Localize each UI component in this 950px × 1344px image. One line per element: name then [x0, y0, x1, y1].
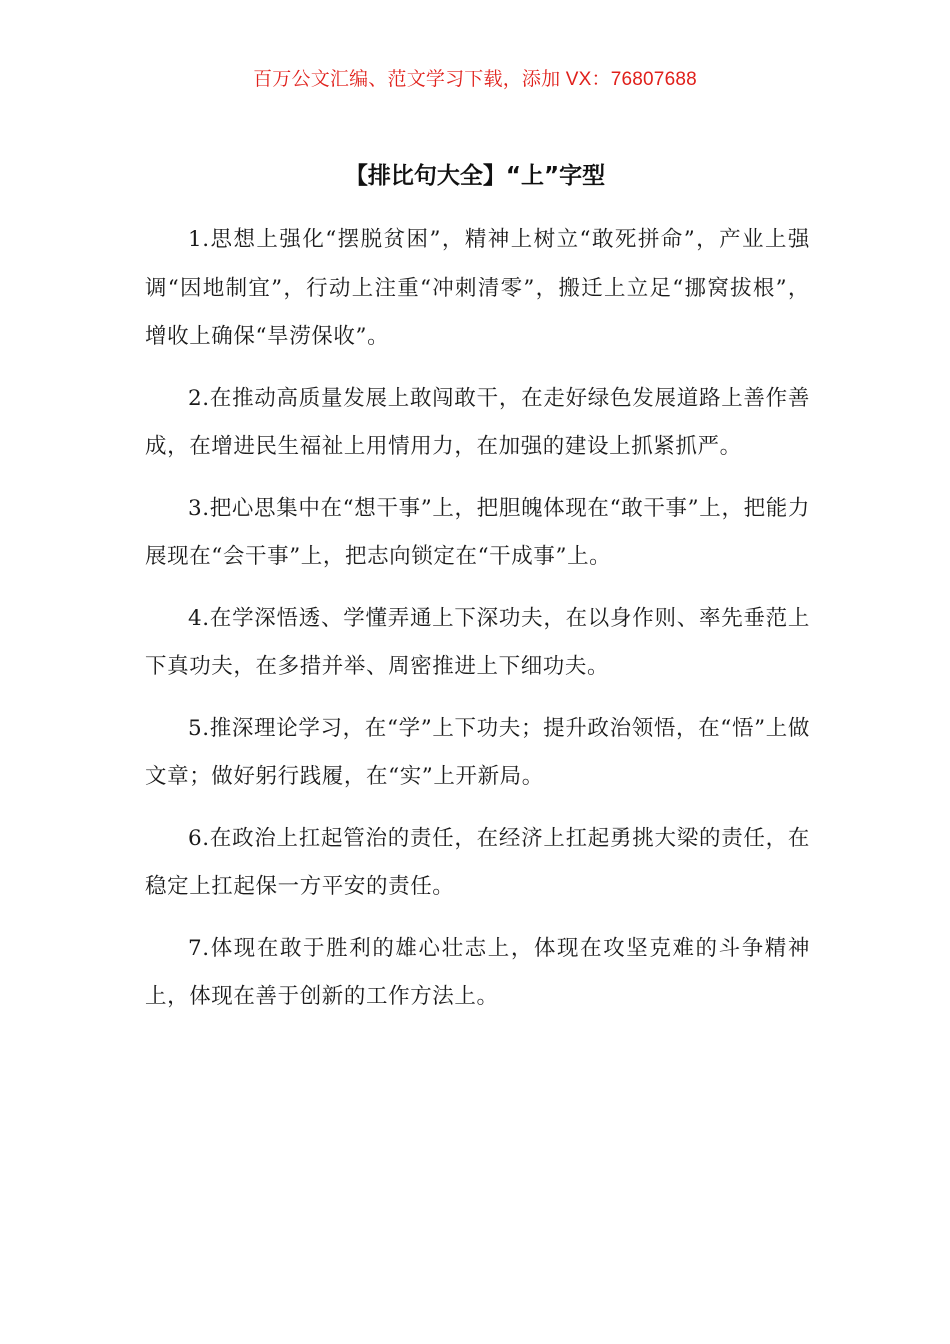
list-item: 4.在学深悟透、学懂弄通上下深功夫，在以身作则、率先垂范上下真功夫，在多措并举、周密推进上下细功夫。	[145, 605, 810, 679]
page-title: 【排比句大全】“上”字型	[344, 163, 606, 189]
list-item: 2.在推动高质量发展上敢闯敢干，在走好绿色发展道路上善作善成，在增进民生福祉上用情用力，在加强的建设上抓紧抓严。	[145, 385, 810, 459]
header-banner: 百万公文汇编、范文学习下载，添加 VX：76807688	[253, 69, 697, 90]
document-body	[145, 216, 810, 1035]
list-item: 5.推深理论学习，在“学”上下功夫；提升政治领悟，在“悟”上做文章；做好躬行践履，在“实”上开新局。	[145, 715, 810, 789]
list-item: 6.在政治上扛起管治的责任，在经济上扛起勇挑大梁的责任，在稳定上扛起保一方平安的责任。	[145, 825, 810, 899]
list-item: 1.思想上强化“摆脱贫困”，精神上树立“敢死拼命”，产业上强调“因地制宜”，行动上注重“冲刺清零”，搬迁上立足“挪窝拔根”，增收上确保“旱涝保收”。	[145, 227, 810, 349]
list-item: 7.体现在敢于胜利的雄心壮志上，体现在攻坚克难的斗争精神上，体现在善于创新的工作方法上。	[145, 935, 810, 1009]
list-item: 3.把心思集中在“想干事”上，把胆魄体现在“敢干事”上，把能力展现在“会干事”上，把志向锁定在“干成事”上。	[145, 495, 810, 569]
